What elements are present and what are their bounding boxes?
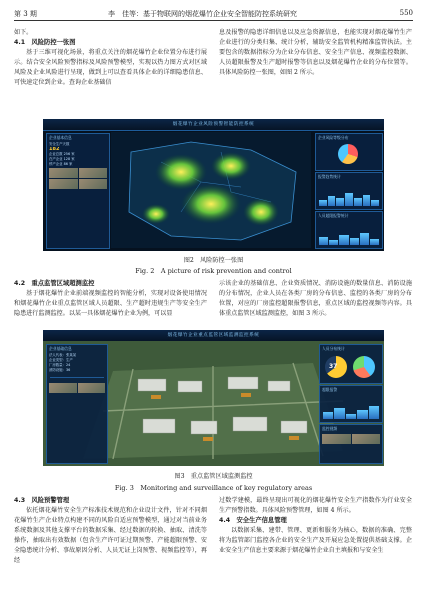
- video-thumbnail[interactable]: [352, 434, 381, 444]
- running-header: [14, 8, 413, 21]
- dashboard-title: 烟花爆竹企业风险预警智能防控系统: [172, 122, 255, 127]
- section-heading: 4.1 风险防控一张图: [14, 38, 76, 46]
- bar: [371, 200, 379, 206]
- column-left-top: [14, 28, 207, 88]
- personnel-bars: [319, 231, 379, 245]
- panel-title: 企业基本信息: [49, 135, 72, 140]
- bar: [319, 237, 328, 245]
- panel-title: 人员超限报警统计: [318, 213, 349, 218]
- bar: [328, 196, 336, 206]
- bar: [369, 406, 379, 419]
- video-thumbnail[interactable]: [322, 434, 351, 444]
- column-right-bottom: [219, 496, 412, 556]
- enterprise-info-panel: [46, 133, 110, 249]
- divider: [50, 377, 104, 378]
- video-thumbnails: [47, 167, 109, 190]
- distribution-donut: [353, 356, 375, 378]
- column-right-mid: [219, 279, 412, 319]
- alarm-bars: [323, 405, 379, 419]
- bar: [334, 408, 344, 419]
- paragraph: 以数据采集、建带、管理、更新和服务为核心，数据的准确、完整将为监管部门监控各企业的安全生产及开展应急处置提供基础支撑。企业安全生产信息主要来源于烟花爆竹企业自主填报和与安全生: [219, 526, 412, 554]
- figure-3-dashboard: [43, 330, 384, 466]
- panel-title: 监控视频: [322, 426, 338, 431]
- figure-3-caption-zh: 图3 重点监管区域监测监控: [174, 473, 253, 480]
- bar: [370, 239, 379, 245]
- paragraph: 如下。: [14, 29, 33, 36]
- alarm-trend-panel: [315, 172, 383, 210]
- paragraph: 依托烟花爆竹安全生产标准技术规范和企业设计文件，针对不同烟花爆竹生产企业特点构建不同的风险自适应预警模型，通过对当前业务系统数据及其他支撑平台的数据采集、经过数据的转换、抽取、清洗等操作，抽取出有效数据（包含生产许可证过期预警、产能超限预警、安全隐患统计分析、事故原因分析、人员无证上岗预警、视频监控等），再经: [14, 507, 207, 564]
- page-number: 550: [399, 9, 413, 17]
- heatmap-svg: [111, 132, 311, 248]
- column-right-top: [219, 28, 412, 78]
- info-row: 企业类型：生产: [49, 358, 73, 362]
- running-title: 李 佳等：基于物联网的烟花爆竹企业安全智能防控系统研究: [108, 10, 297, 18]
- info-row: 消防设施：36: [49, 368, 71, 372]
- issue-label: 第 3 期: [14, 10, 37, 18]
- panel-title: 超限报警: [322, 387, 338, 392]
- column-left-mid: [14, 279, 207, 319]
- panel-title: 报警趋势统计: [318, 174, 341, 179]
- paragraph: 基于三维可视化场景，将重点关注的烟花爆竹企业位置分布进行展示。结合安全风险预警指标及风险预警模型，实现以热力图方式对区域风险及企业风险进行呈现，做到上可以查看具体企业的详细隐患信息、可快速定位到企业。查询企业基础信: [14, 48, 207, 86]
- video-thumbnails: [320, 433, 382, 445]
- video-thumbnail[interactable]: [79, 168, 108, 178]
- heatmap-map[interactable]: [111, 132, 311, 248]
- video-thumbnail[interactable]: [49, 168, 78, 178]
- dashboard-title: 烟花爆竹企业重点监管区域监测监控系统: [167, 333, 260, 338]
- info-row: 在产企业 128 家: [49, 157, 75, 161]
- video-thumbnail[interactable]: [79, 179, 108, 189]
- enterprise-basic-panel: [46, 344, 108, 464]
- panel-title: 企业风险等级分布: [318, 135, 349, 140]
- stat-label: 安全生产天数: [49, 142, 70, 146]
- bar: [363, 195, 371, 206]
- figure-2-dashboard: [43, 119, 384, 251]
- overlimit-alarm-panel: [319, 385, 383, 423]
- gauge-value: 37: [329, 363, 338, 370]
- section-heading: 4.4 安全生产信息管理: [219, 516, 287, 524]
- bar: [319, 200, 327, 206]
- risk-level-panel: [315, 133, 383, 171]
- bar: [350, 238, 359, 245]
- video-thumbnail[interactable]: [49, 179, 78, 189]
- section-heading: 4.2 重点监管区域超测监控: [14, 280, 95, 287]
- bar: [329, 240, 338, 245]
- paragraph: 示该企业的基础信息、企业资质情况、消防设施的数量信息、消防设施的分布情况，企业人员在各类厂房的分布信息、监控的各类厂房的分布位置，对应的厂房监控超限报警信息，重点区域的监控视频等内容。具体重点监管区域监测监控，如图 3 所示。: [219, 280, 412, 317]
- stat-value: 182: [49, 147, 60, 152]
- bar: [354, 198, 362, 206]
- panel-title: 人员分布统计: [322, 346, 345, 351]
- figure-3-caption-en: Fig. 3 Monitoring and surveillance of key regulatory areas: [114, 484, 313, 492]
- paragraph: 基于烟花爆竹企业前端视频监控的智能分析，实现对设备使用情况和烟花爆竹企业重点监管区域人员超限、生产超时违规生产等安全生产隐患进行监测监控。以某一具体烟花爆竹企业为例，可以显: [14, 290, 207, 317]
- bar: [339, 235, 348, 246]
- bar: [323, 412, 333, 419]
- bar: [357, 410, 367, 419]
- video-thumbnail[interactable]: [49, 383, 77, 393]
- risk-donut: [338, 144, 358, 164]
- dashboard-titlebar: [43, 119, 384, 131]
- figure-2-caption-zh: 图2 风险防控一张图: [183, 257, 244, 264]
- column-left-bottom: [14, 496, 207, 565]
- trend-bars: [319, 192, 379, 206]
- video-monitor-panel: [319, 424, 383, 464]
- personnel-distribution-panel: [319, 344, 383, 384]
- paragraph: 过数学建模，最终呈现出可视化的烟花爆竹安全生产指数作为行业安全生产预警指数。具体风险预警管理，如图 4 所示。: [219, 497, 412, 514]
- figure-2-caption-en: Fig. 2 A picture of risk prevention and control: [135, 267, 292, 275]
- info-row: 停产企业 86 家: [49, 162, 73, 166]
- info-row: 企业总数 256 家: [49, 152, 75, 156]
- panel-title: 企业基础信息: [49, 346, 72, 351]
- section-heading: 4.3 风险预警管理: [14, 497, 70, 504]
- info-row: 厂房数量：24: [49, 363, 71, 367]
- bar: [336, 198, 344, 206]
- paragraph: 息及报警的隐患详细信息以及应急资源信息，也能实现对烟花爆竹生产企业进行的分类归集、统计分析，辅助安全监管机构精准监管执法。主要包含的数据指标分为企业分布信息、安全生产信息、视频监控数据、人员超限报警及生产超时报警等信息以及烟花爆竹企业的分布位置等。具体风险防控一张图，如图 2 所示。: [219, 29, 412, 76]
- video-thumbnail[interactable]: [78, 383, 106, 393]
- facility-thumbnails: [47, 382, 107, 394]
- bar: [346, 414, 356, 419]
- bar: [360, 233, 369, 245]
- personnel-alarm-panel: [315, 211, 383, 249]
- info-row: 法人代表：张某某: [49, 353, 77, 357]
- bar: [345, 193, 353, 206]
